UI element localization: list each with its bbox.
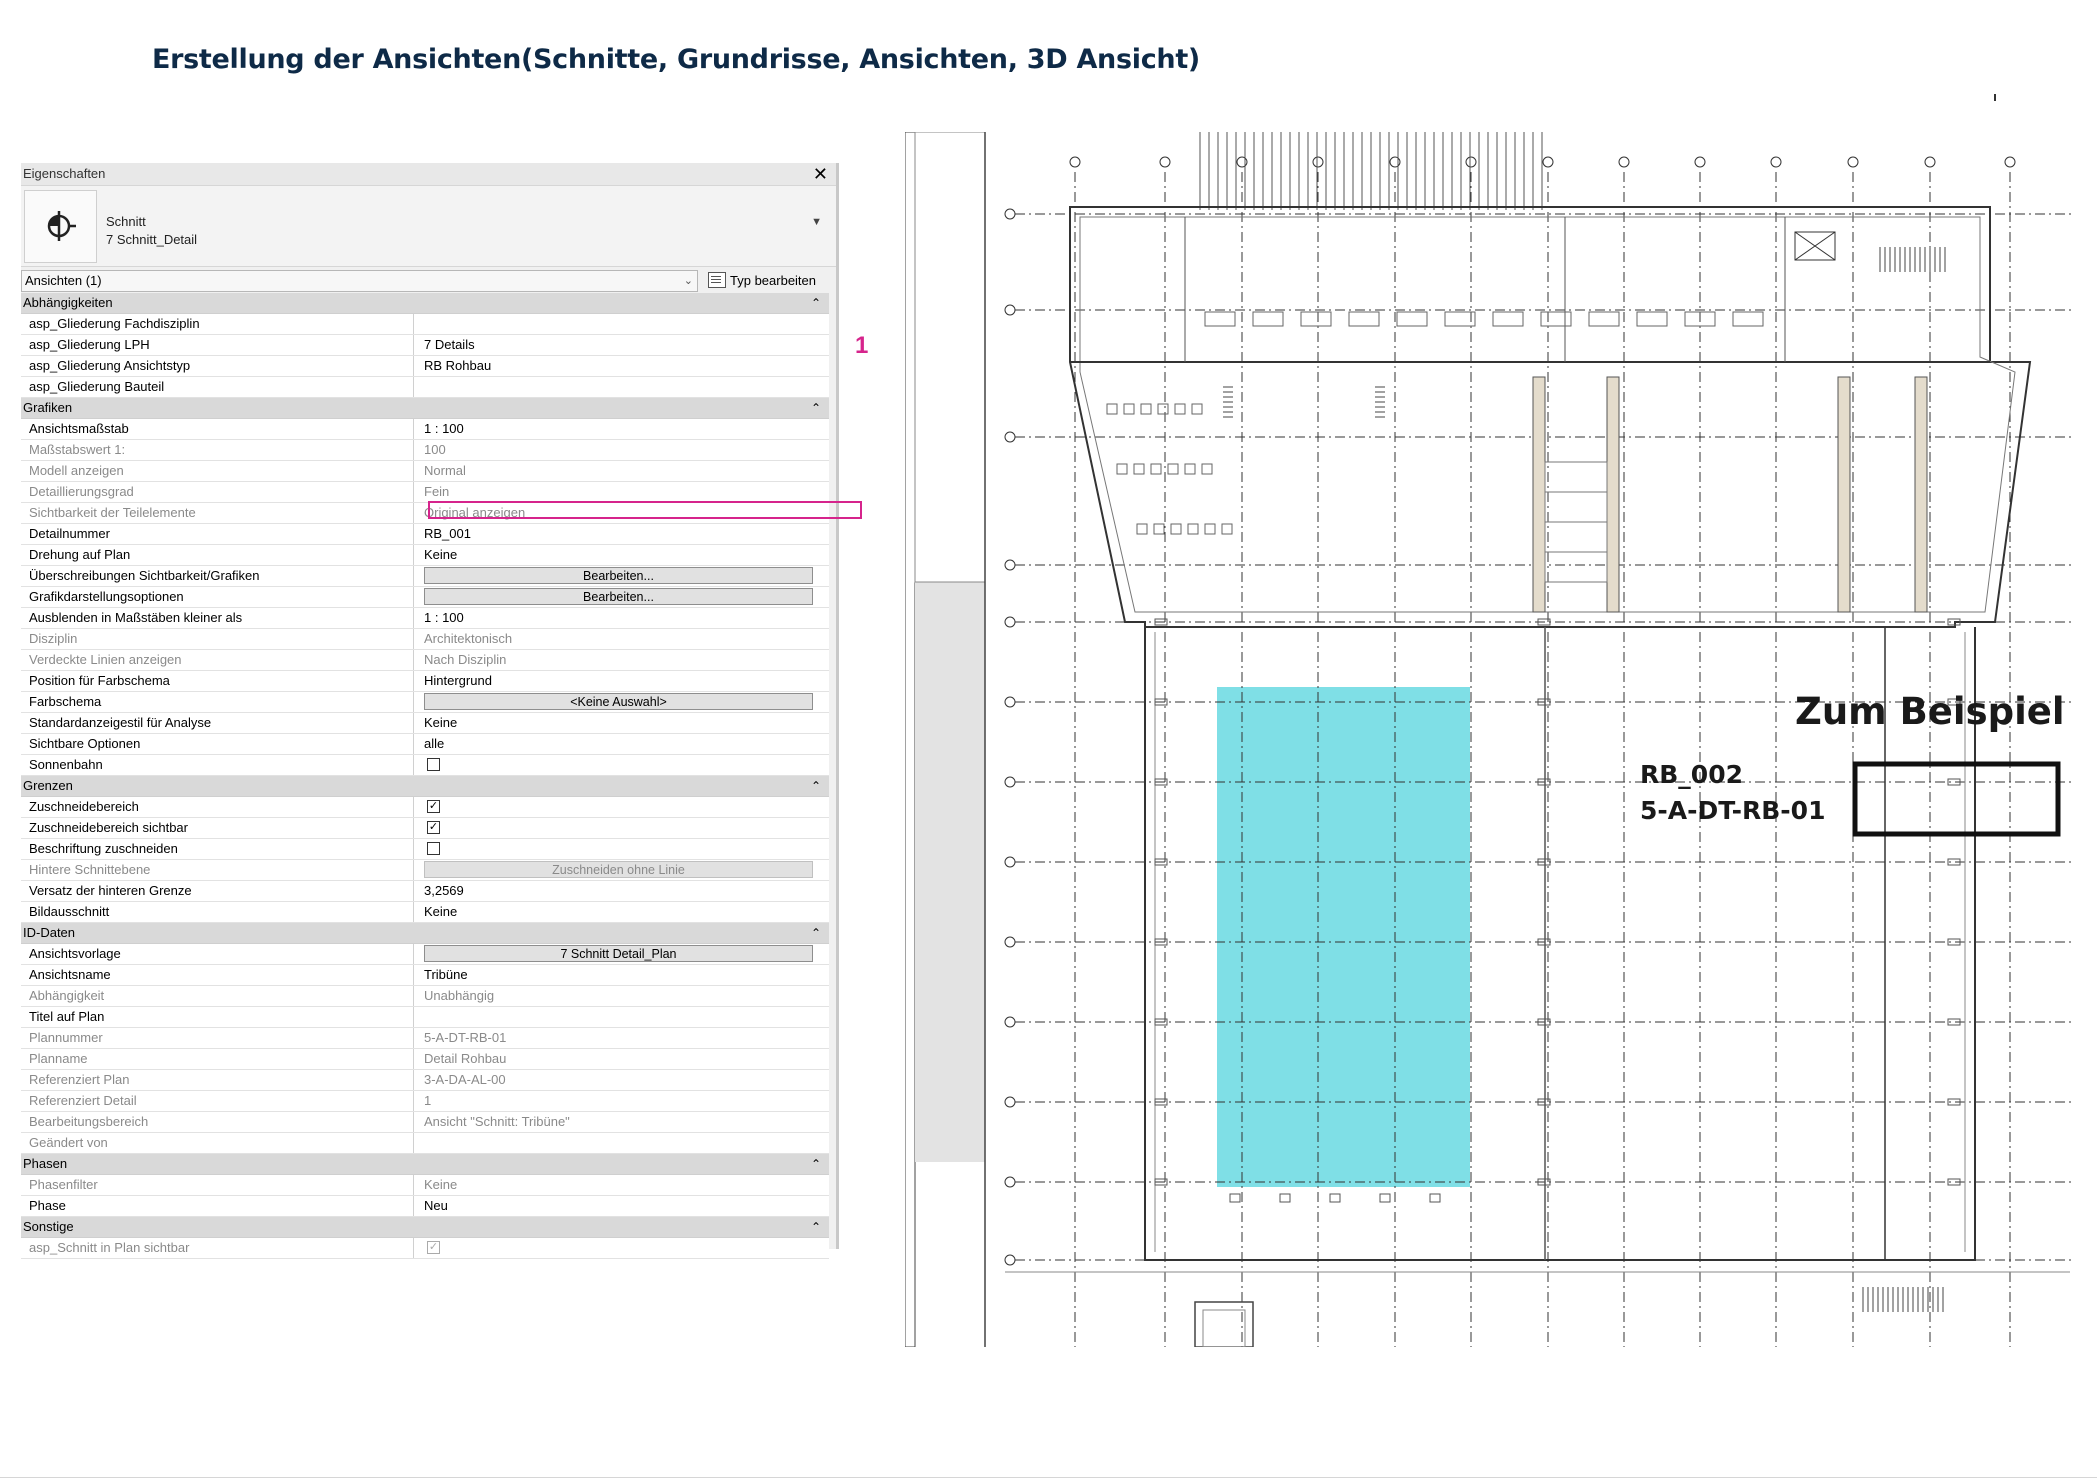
collapse-icon[interactable]: ⌃ [810,926,821,940]
property-row [21,1049,829,1070]
chevron-down-icon[interactable]: ▼ [811,216,822,228]
property-row [21,629,829,650]
grid-bubble [1005,937,1015,947]
furniture [1134,464,1144,474]
property-checkbox[interactable]: ✓ [428,821,439,833]
grid-bubble [1005,305,1015,315]
property-row [21,503,829,524]
page-bottom-rule [0,1477,2097,1478]
desk [1637,312,1667,326]
grid-bubble [1005,1255,1015,1265]
property-row [21,881,829,902]
property-row [21,1028,829,1049]
type-text [106,213,197,249]
property-row [21,608,829,629]
property-label: Modell anzeigen [21,461,414,481]
property-value[interactable]: RB_001 [424,526,471,541]
property-value[interactable]: 1 : 100 [424,610,464,625]
properties-titlebar [21,163,836,185]
property-value: Ansicht "Schnitt: Tribüne" [424,1114,570,1129]
collapse-icon[interactable]: ⌃ [810,401,821,415]
property-label: Phase [21,1196,414,1216]
property-label: Detaillierungsgrad [21,482,414,502]
chevron-down-icon: ⌄ [683,275,693,287]
desk [1541,312,1571,326]
highlighted-region [1217,687,1470,1187]
property-button: Zuschneiden ohne Linie [424,861,813,878]
furniture [1151,464,1161,474]
furniture [1171,524,1181,534]
property-label: asp_Gliederung LPH [21,335,414,355]
section-header[interactable] [21,1217,829,1238]
property-label: Zuschneidebereich [21,797,414,817]
collapse-icon[interactable]: ⌃ [810,779,821,793]
example-title: Zum Beispiel [1795,690,2065,733]
grid-bubble [1005,617,1015,627]
property-row [21,713,829,734]
grid-bubble [1619,157,1629,167]
entrance-box-inner [1203,1310,1245,1347]
property-row [21,944,829,965]
property-row [21,461,829,482]
furniture [1158,404,1168,414]
fixture [1330,1194,1340,1202]
property-checkbox[interactable] [427,842,440,855]
grid-bubble [1771,157,1781,167]
grid-bubble [1160,157,1170,167]
property-label: asp_Schnitt in Plan sichtbar [21,1238,414,1258]
property-value[interactable]: alle [424,736,445,751]
property-button[interactable]: 7 Schnitt Detail_Plan [424,945,813,962]
property-row [21,860,829,881]
property-row [21,797,829,818]
property-label: Ansichtsvorlage [21,944,414,964]
property-checkbox: ✓ [428,1241,439,1253]
section-name: Grenzen [23,778,73,793]
properties-title: Eigenschaften [23,166,106,181]
grid-bubble [1005,857,1015,867]
property-value [424,1133,814,1153]
property-row [21,902,829,923]
property-label: Sichtbarkeit der Teilelemente [21,503,414,523]
grid-bubble [1005,1177,1015,1187]
property-row [21,566,829,587]
furniture [1192,404,1202,414]
floor-plan-view[interactable] [905,132,2075,1352]
section-name: Abhängigkeiten [23,295,113,310]
grid-bubble [1070,157,1080,167]
property-value: Nach Disziplin [424,652,507,667]
property-checkbox[interactable]: ✓ [428,800,439,812]
property-label: Referenziert Detail [21,1091,414,1111]
edit-type-icon [708,272,726,288]
section-header[interactable] [21,923,829,944]
fixture [1230,1194,1240,1202]
property-row [21,755,829,776]
property-label: Ausblenden in Maßstäben kleiner als [21,608,414,628]
property-value[interactable]: RB Rohbau [424,358,492,373]
property-row [21,545,829,566]
property-label: Sonnenbahn [21,755,414,775]
edit-type-button[interactable] [708,270,816,292]
grid-bubble [1695,157,1705,167]
furniture [1107,404,1117,414]
property-row [21,440,829,461]
property-value[interactable]: Hintergrund [424,673,492,688]
property-value[interactable]: Keine [424,715,458,730]
property-value[interactable] [424,314,814,334]
property-row [21,1196,829,1217]
furniture [1202,464,1212,474]
instance-filter-dropdown[interactable] [21,270,698,292]
desk [1397,312,1427,326]
property-row [21,377,829,398]
property-row [21,1070,829,1091]
close-icon[interactable]: ✕ [812,164,828,184]
property-button[interactable]: Bearbeiten... [424,567,813,584]
property-label: Planname [21,1049,414,1069]
desk [1205,312,1235,326]
grid-bubble [1005,560,1015,570]
property-label: Grafikdarstellungsoptionen [21,587,414,607]
property-value[interactable]: Keine [424,904,458,919]
section-header[interactable] [21,776,829,797]
grid-bubble [1925,157,1935,167]
property-label: Detailnummer [21,524,414,544]
desk [1301,312,1331,326]
property-value[interactable]: 1 : 100 [424,421,464,436]
desk [1349,312,1379,326]
property-label: Sichtbare Optionen [21,734,414,754]
desk [1589,312,1619,326]
property-row [21,986,829,1007]
shaft-wall [1533,377,1545,612]
property-row [21,1007,829,1028]
property-label: Farbschema [21,692,414,712]
furniture [1188,524,1198,534]
property-button[interactable]: <Keine Auswahl> [424,693,813,710]
grid-bubble [1005,1017,1015,1027]
room-box [1545,492,1607,522]
property-value[interactable]: 3,2569 [424,883,464,898]
property-row [21,419,829,440]
section-name: ID-Daten [23,925,76,940]
collapse-icon[interactable]: ⌃ [810,1220,821,1234]
property-label: Maßstabswert 1: [21,440,414,460]
property-label: Bearbeitungsbereich [21,1112,414,1132]
callout-number: 1 [855,332,869,359]
shaft-wall [1838,377,1850,612]
property-label: Plannummer [21,1028,414,1048]
property-value[interactable] [424,377,814,397]
property-label: Drehung auf Plan [21,545,414,565]
property-checkbox[interactable] [427,758,440,771]
property-value: Fein [424,484,450,499]
room-box [1545,552,1607,582]
property-label: Position für Farbschema [21,671,414,691]
grid-bubble [1005,1097,1015,1107]
grid-bubble [1543,157,1553,167]
type-family: Schnitt [106,214,146,229]
property-label: Titel auf Plan [21,1007,414,1027]
furniture [1175,404,1185,414]
property-label: Verdeckte Linien anzeigen [21,650,414,670]
section-header[interactable] [21,293,829,314]
floor-plan-svg [905,132,2075,1347]
property-label: Disziplin [21,629,414,649]
example-detail-number: RB_002 [1640,760,1743,789]
grid-bubble [1466,157,1476,167]
grid-bubble [2005,157,2015,167]
section-name: Grafiken [23,400,73,415]
grid-bubble [1005,209,1015,219]
furniture [1141,404,1151,414]
property-row [21,1238,829,1259]
property-value: Unabhängig [424,988,495,1003]
property-row [21,692,829,713]
property-row [21,671,829,692]
property-row [21,1133,829,1154]
furniture [1154,524,1164,534]
properties-grid [21,293,829,1259]
room-box [1545,522,1607,552]
property-label: Überschreibungen Sichtbarkeit/Grafiken [21,566,414,586]
collapse-icon[interactable]: ⌃ [810,296,821,310]
property-value[interactable]: Tribüne [424,967,468,982]
furniture [1117,464,1127,474]
property-value: Normal [424,463,466,478]
properties-palette [21,163,839,1255]
property-row [21,1112,829,1133]
property-row [21,1091,829,1112]
fixture [1380,1194,1390,1202]
property-row [21,734,829,755]
property-row [21,1175,829,1196]
property-value: 5-A-DT-RB-01 [424,1030,507,1045]
property-label: Versatz der hinteren Grenze [21,881,414,901]
property-row [21,650,829,671]
furniture [1205,524,1215,534]
type-selector[interactable] [21,185,836,267]
furniture [1185,464,1195,474]
shaft-wall [1607,377,1619,612]
grid-bubble [1313,157,1323,167]
property-row [21,524,829,545]
property-label: Bildausschnitt [21,902,414,922]
property-label: Beschriftung zuschneiden [21,839,414,859]
instance-row [21,268,836,294]
property-row [21,965,829,986]
section-name: Sonstige [23,1219,74,1234]
desk [1493,312,1523,326]
property-label: asp_Gliederung Ansichtstyp [21,356,414,376]
grid-bubble [1005,777,1015,787]
property-value: Keine [424,1177,458,1192]
section-name: Phasen [23,1156,68,1171]
section-header[interactable] [21,1154,829,1175]
grid-bubble [1005,697,1015,707]
property-label: Referenziert Plan [21,1070,414,1090]
furniture [1222,524,1232,534]
property-value: Detail Rohbau [424,1051,507,1066]
property-label: Geändert von [21,1133,414,1153]
property-label: Ansichtsmaßstab [21,419,414,439]
entrance-box [1195,1302,1253,1347]
room-box [1545,462,1607,492]
property-row [21,314,829,335]
property-value: 1 [424,1093,432,1108]
property-row [21,482,829,503]
instance-filter-label: Ansichten (1) [25,273,102,288]
property-value[interactable]: Neu [424,1198,448,1213]
property-label: Ansichtsname [21,965,414,985]
fixture [1430,1194,1440,1202]
collapse-icon[interactable]: ⌃ [810,1157,821,1171]
example-sheet-number: 5-A-DT-RB-01 [1640,796,1826,825]
property-button[interactable]: Bearbeiten... [424,588,813,605]
section-type-icon [24,190,97,263]
property-value: Original anzeigen [424,505,526,520]
type-name: 7 Schnitt_Detail [106,232,198,247]
property-label: Hintere Schnittebene [21,860,414,880]
property-row [21,818,829,839]
plan-gray-strip-top [915,132,985,582]
furniture [1124,404,1134,414]
property-label: Standardanzeigestil für Analyse [21,713,414,733]
property-value[interactable]: 7 Details [424,337,475,352]
property-label: Abhängigkeit [21,986,414,1006]
property-row [21,587,829,608]
desk [1733,312,1763,326]
grid-bubble [1005,432,1015,442]
property-value: 3-A-DA-AL-00 [424,1072,506,1087]
property-label: Phasenfilter [21,1175,414,1195]
property-value: 100 [424,442,446,457]
property-label: Zuschneidebereich sichtbar [21,818,414,838]
stray-tick-mark [1994,94,1996,101]
furniture [1137,524,1147,534]
property-row [21,839,829,860]
property-row [21,335,829,356]
property-value[interactable]: Keine [424,547,458,562]
property-label: asp_Gliederung Bauteil [21,377,414,397]
page-title: Erstellung der Ansichten(Schnitte, Grundrisse, Ansichten, 3D Ansicht) [152,44,1200,75]
grid-bubble [1848,157,1858,167]
desk [1253,312,1283,326]
edit-type-label: Typ bearbeiten [730,273,817,288]
plan-edge [905,132,915,1347]
shaft-wall [1915,377,1927,612]
property-value[interactable] [424,1007,814,1027]
property-value: Architektonisch [424,631,513,646]
property-label: asp_Gliederung Fachdisziplin [21,314,414,334]
property-row [21,356,829,377]
section-header[interactable] [21,398,829,419]
furniture [1168,464,1178,474]
building-outline-upper [1070,207,2030,627]
fixture [1280,1194,1290,1202]
